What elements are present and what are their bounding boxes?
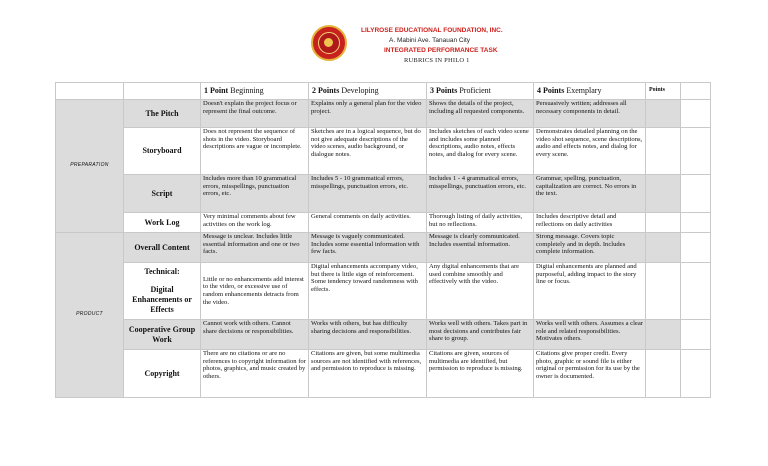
category-label: The Pitch: [124, 100, 201, 128]
org-address: A. Mabini Ave. Tanauan City: [389, 37, 471, 44]
points-cell: [646, 100, 681, 128]
rubric-cell: Thorough listing of daily activities, but no reflections.: [427, 213, 534, 233]
points-cell: [646, 350, 681, 398]
rubric-cell: Works well with others. Takes part in most decisions and contributes fair share to group.: [427, 320, 534, 350]
org-name: LILYROSE EDUCATIONAL FOUNDATION, INC.: [361, 27, 503, 34]
rubric-cell: Works well with others. Assumes a clear role and related responsibilities. Motivates others.: [534, 320, 646, 350]
rubric-cell: Sketches are in a logical sequence, but do not give adequate descriptions of the video scenes, audio background, or dialogue notes.: [309, 128, 427, 175]
rubric-cell: Demonstrates detailed planning on the video shot sequence, scene descriptions, audio and effects notes, and dialog for every scene.: [534, 128, 646, 175]
seal-ring: [318, 32, 340, 54]
category-label: [124, 263, 201, 320]
table-row: [56, 128, 711, 175]
blank-cell: [681, 320, 711, 350]
rubric-cell: Does not represent the sequence of shots in the video. Storyboard descriptions are vague or incomplete.: [201, 128, 309, 175]
rubric-cell: Any digital enhancements that are used combine smoothly and effectively with the video.: [427, 263, 534, 320]
rubric-cell: Explains only a general plan for the video project.: [309, 100, 427, 128]
category-label: Script: [124, 175, 201, 213]
rubric-cell: General comments on daily activities.: [309, 213, 427, 233]
rubric-cell: Shows the details of the project, including all requested components.: [427, 100, 534, 128]
section-preparation: PREPARATION: [56, 100, 124, 233]
blank-cell: [681, 175, 711, 213]
table-row: [56, 213, 711, 233]
rubric-cell: Includes 5 - 10 grammatical errors, misspellings, punctuation errors, etc.: [309, 175, 427, 213]
points-cell: [646, 175, 681, 213]
blank-cell: [681, 350, 711, 398]
empty-header-cell: [124, 83, 201, 100]
points-cell: [646, 128, 681, 175]
points-header: Points: [646, 83, 681, 100]
rubric-cell: Message is vaguely communicated. Includes some essential information with few facts.: [309, 233, 427, 263]
rubric-cell: Citations are given, but some multimedia sources are not identified with references, and permission to reproduce is missing.: [309, 350, 427, 398]
rubric-cell: Grammar, spelling, punctuation, capitalization are correct. No errors in the text.: [534, 175, 646, 213]
table-row: [56, 320, 711, 350]
points-cell: [646, 233, 681, 263]
category-label: Storyboard: [124, 128, 201, 175]
rubric-cell: Includes sketches of each video scene and includes some planned descriptions, audio notes, effects notes, and dialog for every scene.: [427, 128, 534, 175]
rubric-cell: Includes 1 - 4 grammatical errors, misspellings, punctuation errors, etc.: [427, 175, 534, 213]
category-label: Overall Content: [124, 233, 201, 263]
rubric-cell: Citations give proper credit. Every photo, graphic or sound file is either original or permission for its use by the owner is documented.: [534, 350, 646, 398]
rubric-cell: Includes more than 10 grammatical errors, misspellings, punctuation errors, etc.: [201, 175, 309, 213]
rubric-cell: Very minimal comments about few activities on the work log.: [201, 213, 309, 233]
col-header-1: 1 Point Beginning: [201, 83, 309, 100]
rubric-cell: Cannot work with others. Cannot share decisions or responsibilities.: [201, 320, 309, 350]
task-title: INTEGRATED PERFORMANCE TASK: [384, 47, 498, 54]
col-header-3: 3 Points Proficient: [427, 83, 534, 100]
rubric-cell: Digital enhancements accompany video, but there is little sign of reinforcement. Some tendency toward randomness with effects.: [309, 263, 427, 320]
table-row: [56, 350, 711, 398]
rubric-cell: Includes descriptive detail and reflections on daily activities: [534, 213, 646, 233]
rubric-cell: Strong message. Covers topic completely and in depth. Includes complete information.: [534, 233, 646, 263]
blank-cell: [681, 233, 711, 263]
category-label-line: Technical:: [144, 267, 180, 276]
table-row: [56, 233, 711, 263]
rubric-cell: Doesn't explain the project focus or represent the final outcome.: [201, 100, 309, 128]
blank-cell: [681, 213, 711, 233]
document-header: [0, 0, 768, 80]
rubric-cell: Persuasively written; addresses all necessary components in detail.: [534, 100, 646, 128]
blank-cell: [681, 128, 711, 175]
col-header-4: 4 Points Exemplary: [534, 83, 646, 100]
rubric-table: [55, 82, 711, 398]
rubric-cell: Citations are given, sources of multimedia are identified, but permission to reproduce is missing.: [427, 350, 534, 398]
category-label-line: Digital Enhancements or Effects: [132, 285, 192, 314]
header-row: [56, 83, 711, 100]
table-row: [56, 100, 711, 128]
table-row: [56, 263, 711, 320]
empty-header-cell: [681, 83, 711, 100]
rubric-cell: There are no citations or are no references to copyright information for photos, graphics, and music created by others.: [201, 350, 309, 398]
empty-header-cell: [56, 83, 124, 100]
rubric-subject: RUBRICS IN PHILO 1: [404, 57, 470, 64]
rubric-cell: Digital enhancements are planned and purposeful, adding impact to the story line or focus.: [534, 263, 646, 320]
blank-cell: [681, 263, 711, 320]
school-seal-logo: [311, 25, 347, 61]
rubric-cell: Little or no enhancements add interest to the video, or excessive use of random enhancements detracts from the video.: [201, 263, 309, 320]
category-label: Copyright: [124, 350, 201, 398]
seal-emblem: [324, 38, 333, 47]
table-row: [56, 175, 711, 213]
points-cell: [646, 320, 681, 350]
category-label: Work Log: [124, 213, 201, 233]
rubric-cell: Works with others, but has difficulty sharing decisions and responsibilities.: [309, 320, 427, 350]
col-header-2: 2 Points Developing: [309, 83, 427, 100]
section-product: PRODUCT: [56, 233, 124, 398]
blank-cell: [681, 100, 711, 128]
category-label: Cooperative Group Work: [124, 320, 201, 350]
points-cell: [646, 213, 681, 233]
rubric-cell: Message is clearly communicated. Includes essential information.: [427, 233, 534, 263]
points-cell: [646, 263, 681, 320]
rubric-cell: Message is unclear. Includes little essential information and one or two facts.: [201, 233, 309, 263]
